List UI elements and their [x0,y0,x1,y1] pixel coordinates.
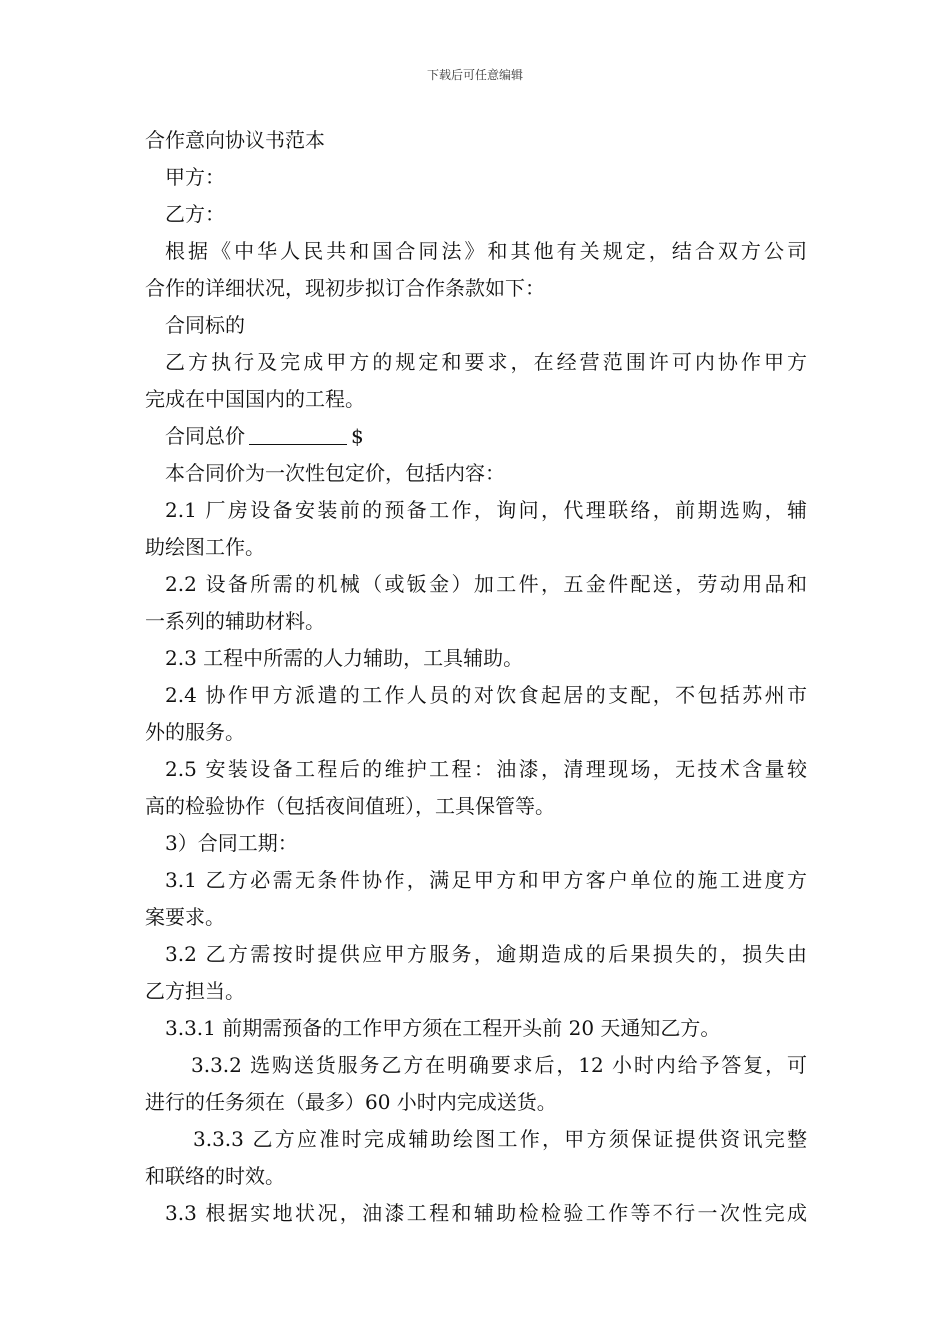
price-blank [249,426,347,445]
document-body [145,122,807,1232]
document-title: 合作意向协议书范本 [145,128,325,152]
intro-line-2: 合作的详细状况，现初步拟订合作条款如下： [145,276,545,300]
item-2-1-line-2: 助绘图工作。 [145,535,265,559]
item-3-3-3-line-1: 3.3.3 乙方应准时完成辅助绘图工作，甲方须保证提供资讯完整 [193,1127,807,1151]
price-unit: $ [351,424,364,448]
item-2-4-line-2: 外的服务。 [145,720,245,744]
subject-line-1: 乙方执行及完成甲方的规定和要求，在经营范围许可内协作甲方 [165,350,807,374]
item-3-2-line-2: 乙方担当。 [145,979,245,1003]
item-3-2-line-1: 3.2 乙方需按时提供应甲方服务，逾期造成的后果损失的，损失由 [165,942,807,966]
party-a-label: 甲方： [165,165,225,189]
item-2-5-line-1: 2.5 安装设备工程后的维护工程：油漆，清理现场，无技术含量较 [165,757,807,781]
item-3-3-1: 3.3.1 前期需预备的工作甲方须在工程开头前 20 天通知乙方。 [165,1016,721,1040]
item-2-5-line-2: 高的检验协作（包括夜间值班），工具保管等。 [145,794,555,818]
page-header: 下载后可任意编辑 [426,68,523,82]
item-2-2-line-1: 2.2 设备所需的机械（或钣金）加工件，五金件配送，劳动用品和 [165,572,807,596]
item-2-1-line-1: 2.1 厂房设备安装前的预备工作，询问，代理联络，前期选购，辅 [165,498,807,522]
item-3-1-line-2: 案要求。 [145,905,225,929]
intro-line-1: 根据《中华人民共和国合同法》和其他有关规定，结合双方公司 [165,239,807,263]
period-heading: 3）合同工期： [165,831,298,855]
item-3-3-2-line-1: 3.3.2 选购送货服务乙方在明确要求后，12 小时内给予答复，可 [191,1053,807,1077]
item-3-3-3-line-2: 和联络的时效。 [145,1164,285,1188]
price-description: 本合同价为一次性包定价，包括内容： [165,461,505,485]
item-3-1-line-1: 3.1 乙方必需无条件协作，满足甲方和甲方客户单位的施工进度方 [165,868,807,892]
party-b-label: 乙方： [165,202,225,226]
price-line [145,418,807,455]
item-3-3-2-line-2: 进行的任务须在（最多）60 小时内完成送货。 [145,1090,557,1114]
item-3-3: 3.3 根据实地状况，油漆工程和辅助检检验工作等不行一次性完成 [165,1201,807,1225]
item-2-2-line-2: 一系列的辅助材料。 [145,609,325,633]
item-2-4-line-1: 2.4 协作甲方派遣的工作人员的对饮食起居的支配，不包括苏州市 [165,683,807,707]
item-2-3: 2.3 工程中所需的人力辅助，工具辅助。 [165,646,524,670]
subject-heading: 合同标的 [165,313,245,337]
subject-line-2: 完成在中国国内的工程。 [145,387,365,411]
price-label: 合同总价 [165,424,245,448]
